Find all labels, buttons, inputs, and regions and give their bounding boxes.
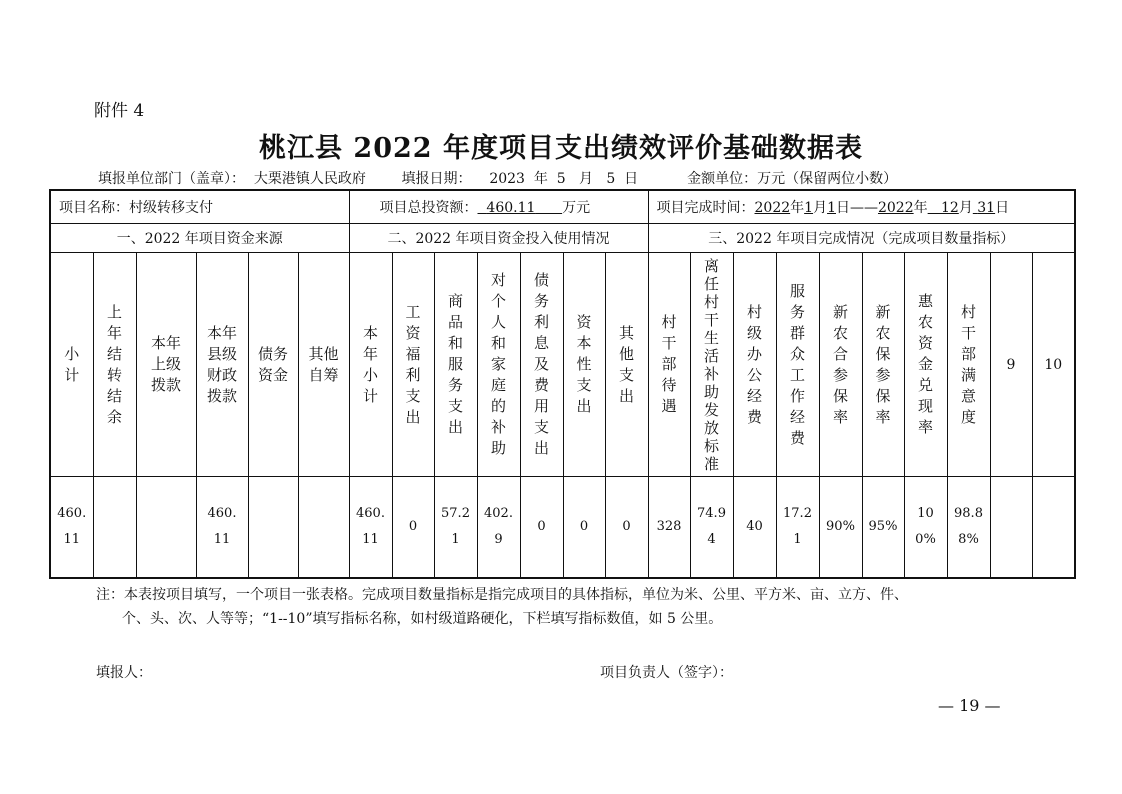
invest-value: [478, 200, 563, 216]
value-cell: 40: [733, 477, 776, 579]
section-row: [50, 224, 1075, 253]
header-cell: 惠农资金兑现率: [904, 253, 947, 477]
value-cell: 95%: [862, 477, 904, 579]
note-line-2: 个、头、次、人等等；“1--10”填写指标名称，如村级道路硬化，下栏填写指标数值，如 5 公里。: [122, 611, 723, 627]
value-cell: 0: [605, 477, 648, 579]
end-year: 2022: [877, 200, 914, 216]
end-day: 31: [977, 200, 996, 216]
start-day: 1: [827, 200, 836, 216]
header-cell: 村干部待遇: [648, 253, 690, 477]
header-cell: 服务群众工作经费: [776, 253, 819, 477]
date-label: 填报日期：: [401, 171, 472, 187]
date-value: 2023 年 5 月 5 日: [489, 171, 639, 187]
amount-unit: 金额单位：万元（保留两位小数）: [687, 171, 898, 187]
header-cell: 工资福利支出: [392, 253, 434, 477]
header-cell: 小计: [50, 253, 93, 477]
unit-value: 大栗港镇人民政府: [253, 171, 366, 187]
value-cell: 57.21: [434, 477, 477, 579]
value-cell: [93, 477, 136, 579]
header-cell: 离任村干生活补助发放标准: [690, 253, 733, 477]
start-month: 1: [804, 200, 814, 216]
value-cell: 100%: [904, 477, 947, 579]
value-cell: 0: [563, 477, 605, 579]
header-cell: 村级办公经费: [733, 253, 776, 477]
value-row: [50, 477, 1075, 579]
header-cell: 资本性支出: [563, 253, 605, 477]
value-cell: [136, 477, 196, 579]
end-month: 12: [940, 200, 959, 216]
start-year: 2022: [754, 200, 791, 216]
value-cell: 17.21: [776, 477, 819, 579]
time-label: 项目完成时间：: [656, 200, 755, 216]
header-row: [50, 253, 1075, 477]
attachment-label: 附件 4: [94, 101, 145, 121]
project-name: 项目名称：村级转移支付: [50, 190, 349, 224]
header-cell: 本年上级拨款: [136, 253, 196, 477]
header-cell: 新农保参保率: [862, 253, 904, 477]
header-cell: 村干部满意度: [947, 253, 990, 477]
header-cell: 上年结转结余: [93, 253, 136, 477]
invest-unit: 万元: [562, 200, 591, 216]
value-cell: 90%: [819, 477, 862, 579]
header-cell: 10: [1032, 253, 1075, 477]
header-cell: 本年县级财政拨款: [196, 253, 248, 477]
header-cell: 9: [990, 253, 1032, 477]
value-cell: 98.88%: [947, 477, 990, 579]
value-cell: 328: [648, 477, 690, 579]
value-cell: 460.11: [50, 477, 93, 579]
header-cell: 本年小计: [349, 253, 392, 477]
total-investment: [349, 190, 648, 224]
filler-label: 填报人：: [96, 665, 152, 681]
header-cell: 商品和服务支出: [434, 253, 477, 477]
value-cell: [990, 477, 1032, 579]
value-cell: [298, 477, 349, 579]
invest-amount: 460.11: [486, 200, 536, 216]
completion-time: 项目完成时间：2022年1月1日——2022年 12月 31日: [648, 190, 1075, 224]
value-cell: 0: [392, 477, 434, 579]
page-number: — 19 —: [938, 696, 1001, 715]
value-cell: [248, 477, 298, 579]
header-cell: 对个人和家庭的补助: [477, 253, 520, 477]
section-funding-usage: 二、2022 年项目资金投入使用情况: [349, 224, 648, 253]
section-funding-source: 一、2022 年项目资金来源: [50, 224, 349, 253]
header-cell: 新农合参保率: [819, 253, 862, 477]
value-cell: 460.11: [349, 477, 392, 579]
header-cell: 债务利息及费用支出: [520, 253, 563, 477]
meta-line: [98, 168, 897, 188]
header-cell: 其他支出: [605, 253, 648, 477]
project-info-row: [50, 190, 1075, 224]
value-cell: 0: [520, 477, 563, 579]
value-cell: 402.9: [477, 477, 520, 579]
value-cell: 74.94: [690, 477, 733, 579]
value-cell: [1032, 477, 1075, 579]
data-table: [49, 189, 1076, 579]
invest-label: 项目总投资额：: [379, 200, 478, 216]
value-cell: 460.11: [196, 477, 248, 579]
section-completion: 三、2022 年项目完成情况（完成项目数量指标）: [648, 224, 1075, 253]
note-line-1: 注：本表按项目填写，一个项目一张表格。完成项目数量指标是指完成项目的具体指标，单位为米、公里、平方米、亩、立方、件、: [96, 587, 908, 603]
header-cell: 其他自筹: [298, 253, 349, 477]
unit-label: 填报单位部门（盖章）：: [98, 171, 245, 187]
header-cell: 债务资金: [248, 253, 298, 477]
leader-signature-label: 项目负责人（签字）：: [600, 665, 733, 681]
document-title: 桃江县 2022 年度项目支出绩效评价基础数据表: [259, 133, 863, 164]
